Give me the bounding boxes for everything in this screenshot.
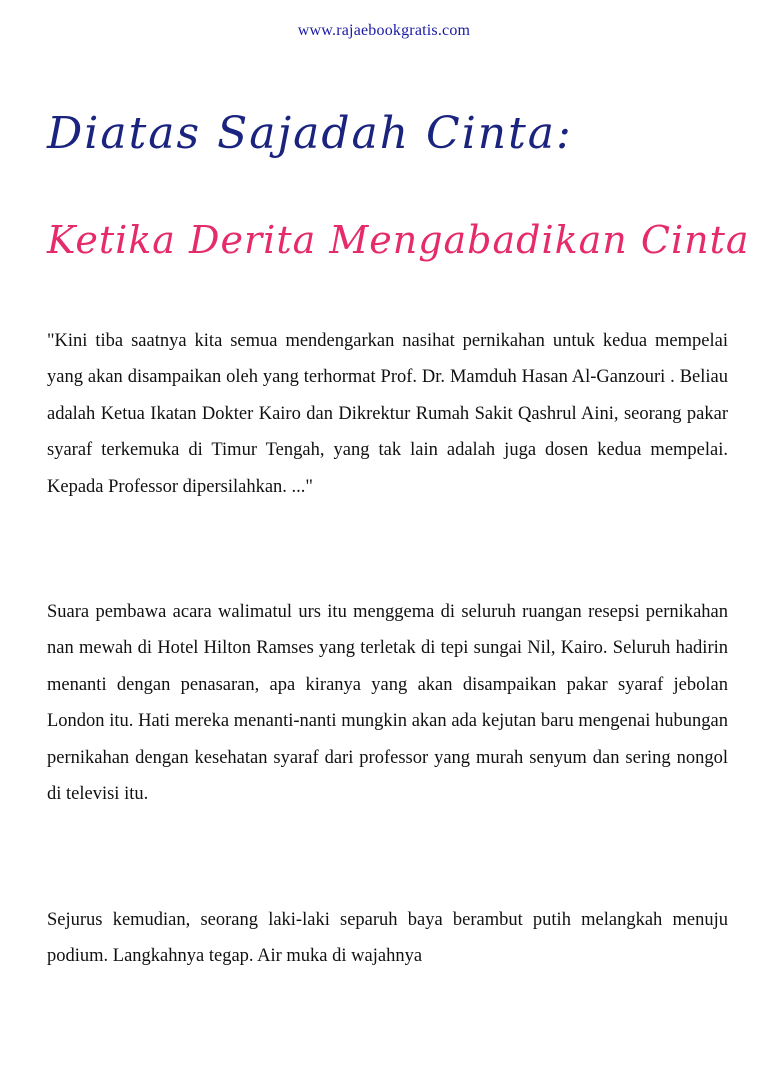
document-subtitle: Ketika Derita Mengabadikan Cinta — [47, 218, 750, 262]
paragraph-1: "Kini tiba saatnya kita semua mendengarkan nasihat pernikahan untuk kedua mempelai yang akan disampaikan oleh yang terhormat Prof. Dr. Mamduh Hasan Al-Ganzouri . Beliau adalah Ketua Ikatan Dokter Kairo dan Dikrektur Rumah Sakit Qashrul Aini, seorang pakar syaraf terkemuka di Timur Tengah, yang tak lain adalah juga dosen kedua mempelai. Kepada Professor dipersilahkan. ..." — [47, 331, 728, 497]
document-title: Diatas Sajadah Cinta: — [47, 108, 573, 159]
paragraph-3: Sejurus kemudian, seorang laki-laki separuh baya berambut putih melangkah menuju podium. Langkahnya tegap. Air muka di wajahnya — [47, 910, 728, 967]
site-url-header[interactable]: www.rajaebookgratis.com — [297, 22, 471, 39]
paragraph-2: Suara pembawa acara walimatul urs itu menggema di seluruh ruangan resepsi pernikahan nan mewah di Hotel Hilton Ramses yang terletak di tepi sungai Nil, Kairo. Seluruh hadirin menanti dengan penasaran, apa kiranya yang akan disampaikan pakar syaraf jebolan London itu. Hati mereka menanti-nanti mungkin akan ada kejutan baru mengenai hubungan pernikahan dengan kesehatan syaraf dari professor yang murah senyum dan sering nongol di televisi itu. — [47, 602, 728, 805]
